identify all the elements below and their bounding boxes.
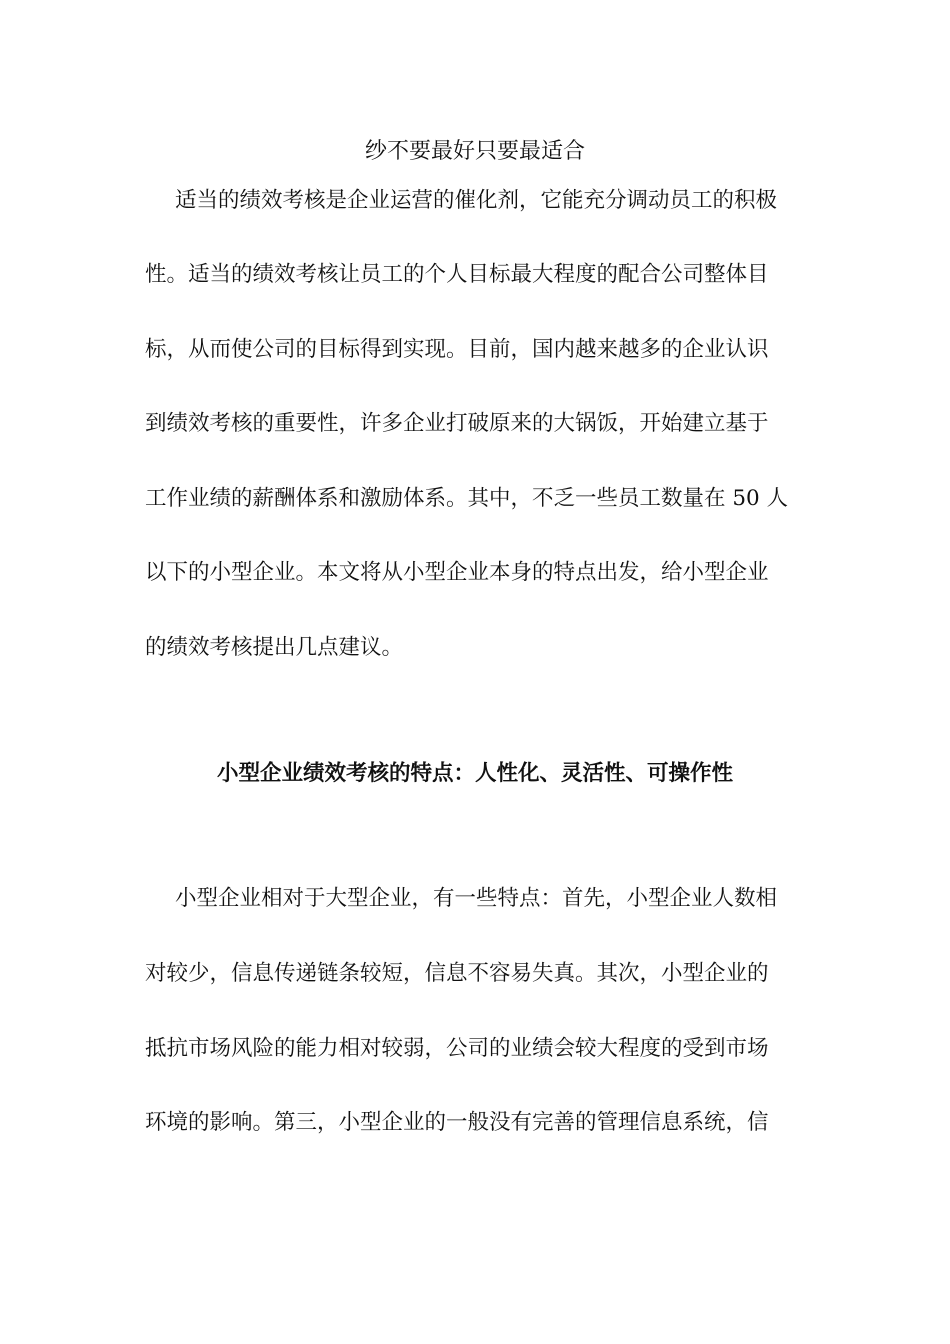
document-title: 纱不要最好只要最适合 bbox=[364, 139, 585, 164]
paragraph-line: 对较少，信息传递链条较短，信息不容易失真。其次，小型企业的 bbox=[145, 961, 769, 986]
paragraph-line: 性。适当的绩效考核让员工的个人目标最大程度的配合公司整体目 bbox=[145, 262, 769, 287]
paragraph-line: 的绩效考核提出几点建议。 bbox=[145, 635, 404, 660]
paragraph-line: 标，从而使公司的目标得到实现。目前，国内越来越多的企业认识 bbox=[145, 337, 769, 362]
paragraph-line: 到绩效考核的重要性，许多企业打破原来的大锅饭，开始建立基于 bbox=[145, 411, 769, 436]
paragraph-line: 抵抗市场风险的能力相对较弱，公司的业绩会较大程度的受到市场 bbox=[145, 1036, 769, 1061]
paragraph-line: 以下的小型企业。本文将从小型企业本身的特点出发，给小型企业 bbox=[145, 560, 769, 585]
paragraph-line: 适当的绩效考核是企业运营的催化剂，它能充分调动员工的积极 bbox=[175, 188, 778, 213]
paragraph-line: 小型企业相对于大型企业，有一些特点：首先，小型企业人数相 bbox=[175, 886, 778, 911]
section-heading: 小型企业绩效考核的特点：人性化、灵活性、可操作性 bbox=[216, 761, 733, 786]
paragraph-line: 工作业绩的薪酬体系和激励体系。其中，不乏一些员工数量在 50 人 bbox=[145, 486, 789, 511]
paragraph-line: 环境的影响。第三，小型企业的一般没有完善的管理信息系统，信 bbox=[145, 1110, 769, 1135]
